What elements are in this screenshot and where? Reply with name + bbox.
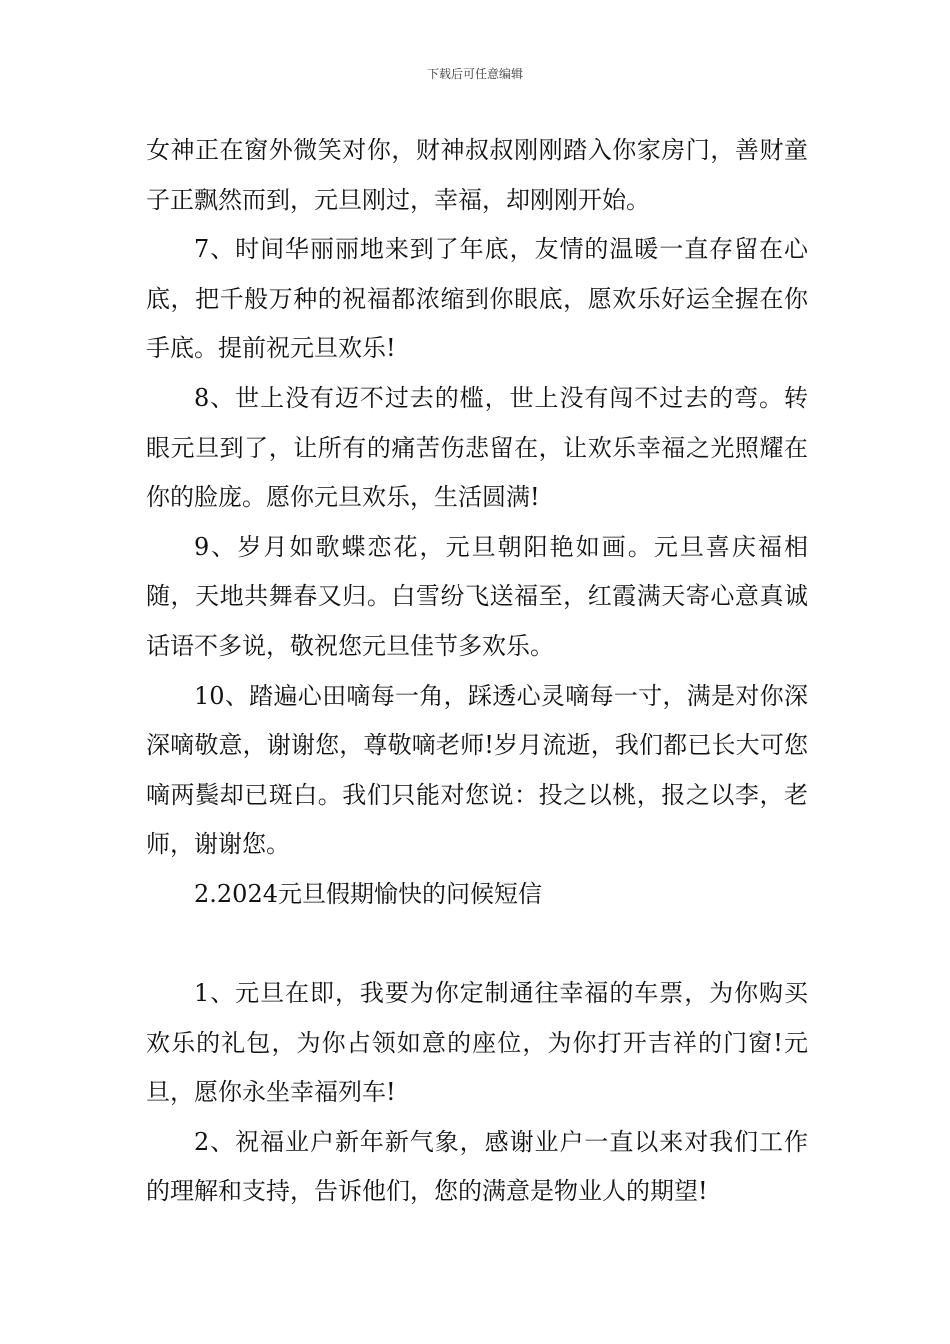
paragraph-item-8: 8、世上没有迈不过去的槛，世上没有闯不过去的弯。转眼元旦到了，让所有的痛苦伤悲留在，让欢乐幸福之光照耀在你的脸庞。愿你元旦欢乐，生活圆满! xyxy=(146,383,808,512)
paragraph-item-2: 2、祝福业户新年新气象，感谢业户一直以来对我们工作的理解和支持，告诉他们，您的满意是物业人的期望! xyxy=(146,1127,808,1206)
paragraph-item-10: 10、踏遍心田嘀每一角，踩透心灵嘀每一寸，满是对你深深嘀敬意，谢谢您，尊敬嘀老师!岁月流逝，我们都已长大可您嘀两鬓却已斑白。我们只能对您说：投之以桃，报之以李，老师，谢谢您。 xyxy=(146,681,808,859)
paragraph-item-1: 1、元旦在即，我要为你定制通往幸福的车票，为你购买欢乐的礼包，为你占领如意的座位，为你打开吉祥的门窗!元旦，愿你永坐幸福列车! xyxy=(146,979,808,1107)
paragraph-item-7: 7、时间华丽丽地来到了年底，友情的温暖一直存留在心底，把千般万种的祝福都浓缩到你眼底，愿欢乐好运全握在你手底。提前祝元旦欢乐! xyxy=(146,235,808,363)
blank-line xyxy=(146,920,808,970)
page-header: 下载后可任意编辑 xyxy=(426,67,523,81)
paragraph-item-9: 9、岁月如歌蝶恋花，元旦朝阳艳如画。元旦喜庆福相随，天地共舞春又归。白雪纷飞送福至，红霞满天寄心意真诚话语不多说，敬祝您元旦佳节多欢乐。 xyxy=(146,532,808,660)
section-heading: 2.2024元旦假期愉快的问候短信 xyxy=(194,879,542,908)
document-body xyxy=(146,126,808,1217)
paragraph-continuation: 女神正在窗外微笑对你，财神叔叔刚刚踏入你家房门，善财童子正飘然而到，元旦刚过，幸福，却刚刚开始。 xyxy=(146,136,808,214)
